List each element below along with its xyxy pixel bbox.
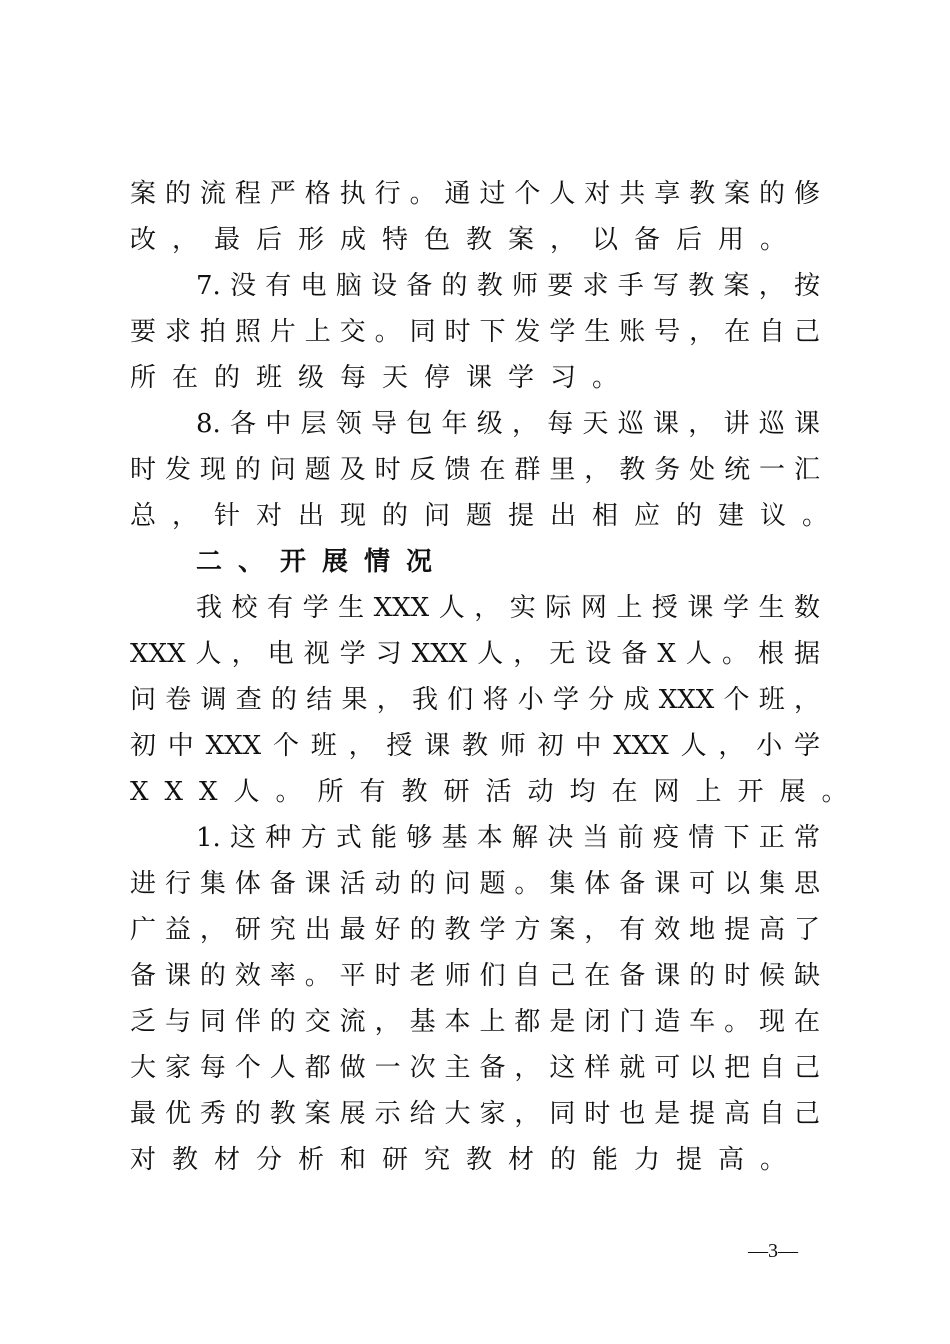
body-line: 1.这种方式能够基本解决当前疫情下正常 xyxy=(196,823,820,853)
body-line: 备课的效率。平时老师们自己在备课的时候缺 xyxy=(130,961,820,991)
body-line: 最优秀的教案展示给大家，同时也是提高自己 xyxy=(130,1099,820,1129)
body-line: 7.没有电脑设备的教师要求手写教案，按 xyxy=(196,271,820,301)
body-line: 所在的班级每天停课学习。 xyxy=(130,363,635,393)
body-line: 改，最后形成特色教案，以备后用。 xyxy=(130,225,803,255)
body-line: 8.各中层领导包年级，每天巡课，讲巡课 xyxy=(196,409,820,439)
section-heading: 二、开展情况 xyxy=(196,547,449,577)
body-line: 广益，研究出最好的教学方案，有效地提高了 xyxy=(130,915,820,945)
body-line: 时发现的问题及时反馈在群里，教务处统一汇 xyxy=(130,455,820,485)
body-line: 初中XXX个班，授课教师初中XXX人，小学 xyxy=(130,731,820,761)
body-line: 进行集体备课活动的问题。集体备课可以集思 xyxy=(130,869,820,899)
body-line: 案的流程严格执行。通过个人对共享教案的修 xyxy=(130,179,820,209)
body-line: 对教材分析和研究教材的能力提高。 xyxy=(130,1145,803,1175)
body-line: XXX人。所有教研活动均在网上开展。 xyxy=(130,777,864,807)
body-line: 要求拍照片上交。同时下发学生账号，在自己 xyxy=(130,317,820,347)
body-line: XXX人，电视学习XXX人，无设备X人。根据 xyxy=(130,639,820,669)
body-line: 总，针对出现的问题提出相应的建议。 xyxy=(130,501,845,531)
body-line: 问卷调查的结果，我们将小学分成XXX个班， xyxy=(130,685,820,715)
body-line: 我校有学生XXX人，实际网上授课学生数 xyxy=(196,593,820,623)
body-line: 大家每个人都做一次主备，这样就可以把自己 xyxy=(130,1053,820,1083)
body-line: 乏与同伴的交流，基本上都是闭门造车。现在 xyxy=(130,1007,820,1037)
page-number: —3— xyxy=(748,1240,798,1262)
